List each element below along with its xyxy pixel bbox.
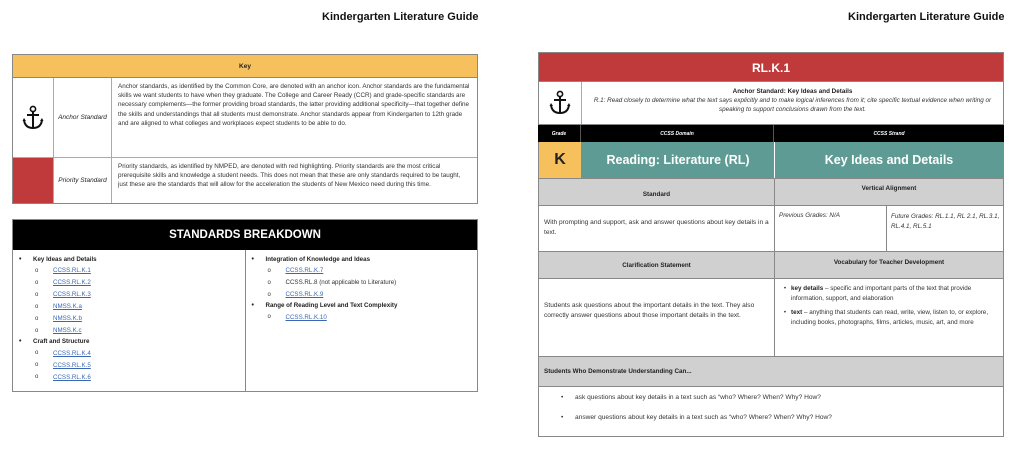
standard-link[interactable]: CCSS.RL.K.2 xyxy=(53,279,91,286)
breakdown-category-label: Key Ideas and Details xyxy=(33,255,97,263)
sub-bullet-icon: o xyxy=(267,314,271,320)
breakdown-category xyxy=(19,254,245,265)
breakdown-item xyxy=(19,359,245,371)
key-table xyxy=(12,54,478,204)
sub-bullet-icon: o xyxy=(35,350,39,356)
anchor-standard-row xyxy=(538,82,1004,125)
breakdown-category-label: Range of Reading Level and Text Complexity xyxy=(265,302,398,310)
grade-column-label: Grade xyxy=(538,125,581,142)
previous-grades: Previous Grades: N/A xyxy=(775,206,887,251)
breakdown-category xyxy=(19,337,245,348)
understanding-item xyxy=(561,414,1003,434)
standard-link[interactable]: NMSS.K.c xyxy=(53,327,82,334)
standard-link[interactable]: CCSS.RL.K.9 xyxy=(285,291,324,298)
bullet-icon: • xyxy=(251,255,254,263)
key-row-priority xyxy=(13,158,477,203)
standard-link[interactable]: CCSS.RL.K.1 xyxy=(53,267,91,274)
breakdown-category-label: Craft and Structure xyxy=(33,338,90,346)
key-header: Key xyxy=(13,55,477,78)
standard-row xyxy=(538,206,1004,252)
sub-bullet-icon: o xyxy=(35,327,39,334)
future-grades: Future Grades: RL.1.1, RL 2.1, RL.3.1, RL.4.1, RL.5.1 xyxy=(891,213,1000,230)
vocab-term: text xyxy=(791,309,803,316)
standard-text: With prompting and support, ask and answer questions about key details in a text. xyxy=(539,206,775,251)
anchor-icon xyxy=(539,82,582,124)
vertical-alignment-label: Vertical Alignment xyxy=(861,185,917,192)
standard-detail xyxy=(538,52,1004,437)
column-labels xyxy=(538,125,1004,142)
standard-header-row xyxy=(538,178,1004,206)
bullet-icon: • xyxy=(783,309,787,316)
standard-link[interactable]: CCSS.RL.K.5 xyxy=(53,361,91,369)
strand-value: Key Ideas and Details xyxy=(775,142,1003,178)
grade-domain-strand-row xyxy=(538,142,1004,178)
standard-link[interactable]: CCSS.RL.K.3 xyxy=(53,291,91,298)
breakdown-item xyxy=(252,311,478,323)
standard-link[interactable]: CCSS.RL.K.10 xyxy=(285,313,327,321)
priority-standard-label: Priority Standard xyxy=(54,158,112,203)
sub-bullet-icon: o xyxy=(267,267,271,274)
breakdown-item xyxy=(19,277,245,289)
vocab-term: key details xyxy=(791,285,824,292)
bullet-icon: • xyxy=(561,394,564,401)
clarification-label: Clarification Statement xyxy=(539,252,775,278)
bullet-icon: • xyxy=(561,414,564,421)
clarification-row xyxy=(538,279,1004,357)
priority-color-swatch xyxy=(13,158,54,203)
standards-breakdown-title: STANDARDS BREAKDOWN xyxy=(13,220,477,250)
standard-label: Standard xyxy=(539,179,775,205)
understanding-list xyxy=(538,387,1004,437)
page-title-right: Kindergarten Literature Guide xyxy=(848,11,1005,23)
priority-standard-description: Priority standards, as identified by NMPED, are denoted with red highlighting. Priority standards are the most critical prerequisite skills and knowledge a student needs. This does not mean that these are only standards required to be taught, just these are the standards that will allow for the acceleration the students of New Mexico need during this time. xyxy=(118,163,461,189)
standards-breakdown xyxy=(12,219,478,392)
breakdown-item xyxy=(19,371,245,383)
breakdown-item xyxy=(252,265,478,277)
vocabulary-list xyxy=(775,279,1003,356)
standard-code: RL.K.1 xyxy=(538,52,1004,82)
anchor-standard-heading: Anchor Standard: Key Ideas and Details xyxy=(732,88,853,95)
grade-value: K xyxy=(539,142,582,178)
standard-link[interactable]: CCSS.RL.K.6 xyxy=(53,373,91,381)
standard-note: CCSS.RL.8 (not applicable to Literature) xyxy=(285,279,397,286)
anchor-standard-label: Anchor Standard xyxy=(54,78,112,157)
clarification-header-row xyxy=(538,252,1004,279)
sub-bullet-icon: o xyxy=(35,315,39,322)
bullet-icon: • xyxy=(783,285,787,292)
sub-bullet-icon: o xyxy=(35,303,39,310)
standard-link[interactable]: NMSS.K.a xyxy=(53,303,82,310)
key-row-anchor xyxy=(13,78,477,158)
clarification-text: Students ask questions about the important details in the text. They also correctly answer questions about those important details in the text. xyxy=(539,279,775,356)
standard-link[interactable]: NMSS.K.b xyxy=(53,315,82,322)
sub-bullet-icon: o xyxy=(35,362,39,368)
domain-column-label: CCSS Domain xyxy=(581,125,774,142)
standard-link[interactable]: CCSS.RL.K.4 xyxy=(53,349,91,357)
breakdown-item xyxy=(252,289,478,301)
breakdown-item xyxy=(19,301,245,313)
anchor-standard-text: R.1: Read closely to determine what the text says explicitly and to make logical inferences from it; cite specific textual evidence when writing or speaking to support conclusions drawn from the text. xyxy=(593,97,992,113)
breakdown-item xyxy=(19,325,245,337)
breakdown-item xyxy=(19,347,245,359)
vocabulary-label: Vocabulary for Teacher Development xyxy=(833,259,945,266)
sub-bullet-icon: o xyxy=(35,291,39,298)
breakdown-left-column xyxy=(13,250,246,391)
strand-column-label: CCSS Strand xyxy=(873,130,905,137)
anchor-icon xyxy=(13,78,54,157)
anchor-standard-description: Anchor standards, as identified by the Common Core, are denoted with an anchor icon. Anchor standards are the fundamental skills we want students to have when they graduate. The College and Career Ready (CCR) and grade-specific standards are necessary complements—the former providing broad standards, the latter providing additional specificity—that together define the skills and understandings that all students must demonstrate. Anchor standards appear from Kindergarten to 12th grade and are aligned to what colleges and workplaces expect students to be able to do. xyxy=(118,83,470,127)
breakdown-item xyxy=(19,313,245,325)
page-title-left: Kindergarten Literature Guide xyxy=(322,11,479,23)
understanding-text: answer questions about key details in a text such as “who? Where? When? Why? How? xyxy=(575,414,832,421)
sub-bullet-icon: o xyxy=(35,279,39,286)
bullet-icon: • xyxy=(251,302,254,310)
vocab-definition: – specific and important parts of the text that provide information, support, and elaboration xyxy=(791,285,972,302)
sub-bullet-icon: o xyxy=(267,279,271,286)
vocab-definition: – anything that students can read, write, view, listen to, or explore, including books, photographs, films, articles, music, art, and more xyxy=(791,309,989,326)
understanding-label: Students Who Demonstrate Understanding Can... xyxy=(538,357,1004,387)
vocab-item xyxy=(779,308,999,327)
breakdown-category xyxy=(252,301,478,312)
standard-link[interactable]: CCSS.RL.K.7 xyxy=(285,267,324,274)
domain-value: Reading: Literature (RL) xyxy=(582,142,775,178)
vocab-item xyxy=(779,284,999,303)
bullet-icon: • xyxy=(19,338,22,346)
breakdown-item xyxy=(252,277,478,289)
breakdown-category xyxy=(252,254,478,265)
understanding-item xyxy=(561,394,1003,414)
sub-bullet-icon: o xyxy=(35,267,39,274)
breakdown-item xyxy=(19,265,245,277)
breakdown-item xyxy=(19,289,245,301)
bullet-icon: • xyxy=(19,255,22,263)
understanding-text: ask questions about key details in a text such as “who? Where? When? Why? How? xyxy=(575,394,821,401)
sub-bullet-icon: o xyxy=(267,291,271,298)
breakdown-category-label: Integration of Knowledge and Ideas xyxy=(265,255,371,263)
sub-bullet-icon: o xyxy=(35,374,39,380)
breakdown-right-column xyxy=(246,250,478,391)
